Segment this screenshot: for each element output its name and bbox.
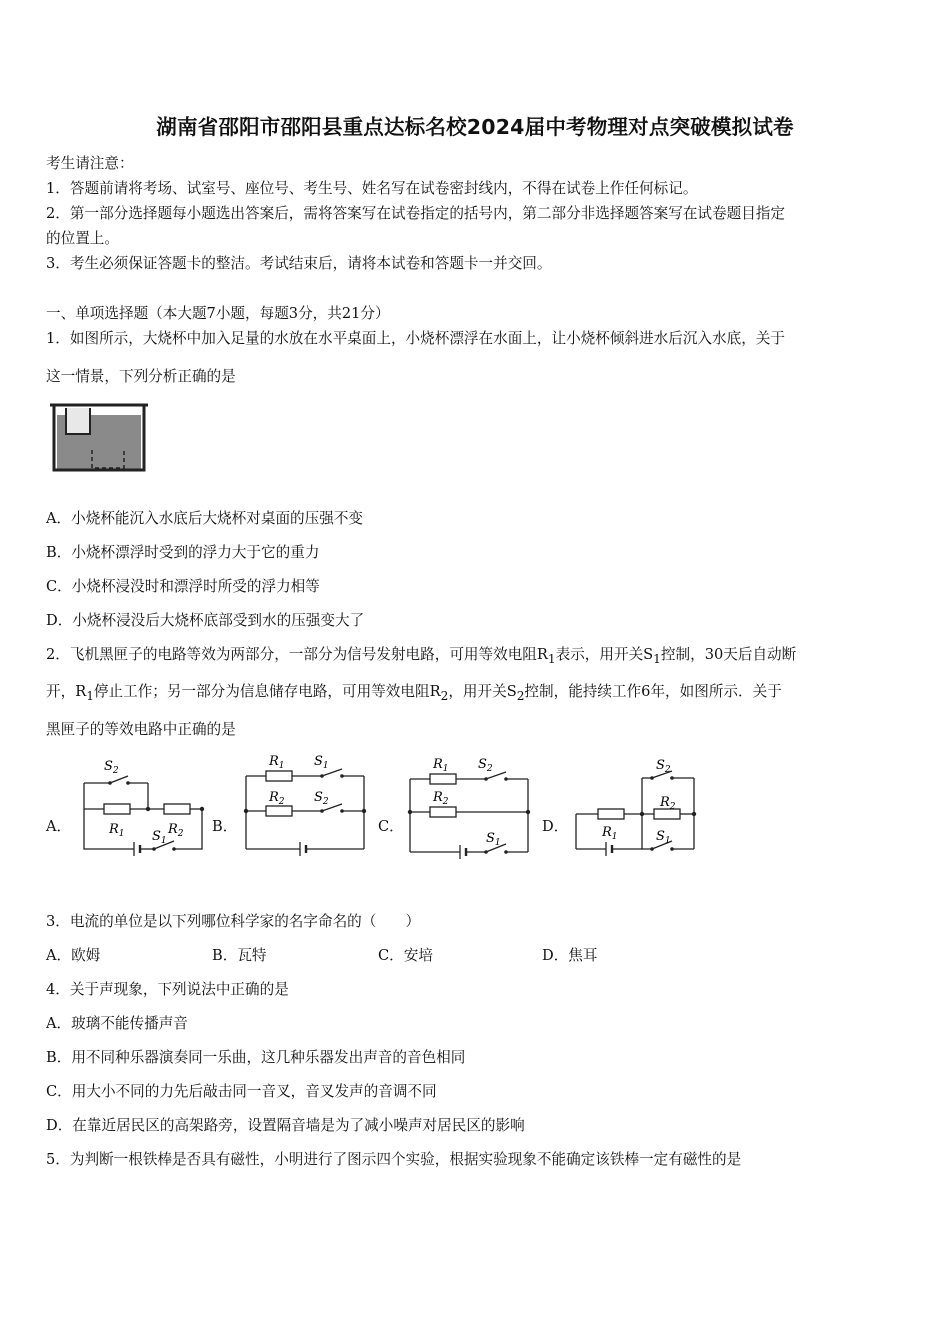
svg-text:R2: $R_2$ [660,795,676,812]
q3-option-b: B．瓦特 [212,947,267,964]
beaker-figure [48,402,152,474]
notice-item: 1．答题前请将考场、试室号、座位号、考生号、姓名写在试卷密封线内，不得在试卷上作任何标记。 [46,180,698,197]
svg-text:S1: $S_1$ [656,829,671,846]
q2-option-a-label: A． [46,818,72,835]
notice-heading: 考生请注意： [46,155,134,172]
q2-option-b-label: B． [212,818,238,835]
q2-stem: 开，$R_1$停止工作；另一部分为信息储存电路，可用等效电阻$R_2$，用开关$S_2$控制，能持续工作6年，如图所示．关于 [46,683,782,703]
q4-stem: 4．关于声现象，下列说法中正确的是 [46,981,289,998]
svg-text:R1: $R_1$ [269,754,285,771]
q3-option-c: C．安培 [378,947,433,964]
svg-text:S2: $S_2$ [314,790,329,807]
svg-text:R1: $R_1$ [109,822,125,839]
svg-text:R2: $R_2$ [269,790,285,807]
q4-option-a: A．玻璃不能传播声音 [46,1015,188,1032]
q1-option-c: C．小烧杯浸没时和漂浮时所受的浮力相等 [46,578,320,595]
q3-option-d: D．焦耳 [542,947,598,964]
q1-option-d: D．小烧杯浸没后大烧杯底部受到水的压强变大了 [46,612,365,629]
section-heading: 一、单项选择题（本大题7小题，每题3分，共21分） [46,305,390,322]
q3-option-a: A．欧姆 [46,947,101,964]
circuit-d [570,752,704,862]
svg-text:S1: $S_1$ [486,831,501,848]
svg-text:R2: $R_2$ [168,822,184,839]
q1-stem: 这一情景，下列分析正确的是 [46,368,236,385]
svg-text:R2: $R_2$ [433,790,449,807]
q2-option-d-label: D． [542,818,569,835]
q2-option-c-label: C． [378,818,404,835]
notice-item: 2．第一部分选择题每小题选出答案后，需将答案写在试卷指定的括号内，第二部分非选择题答案写在试卷题目指定 [46,205,785,222]
q4-option-c: C．用大小不同的力先后敲击同一音叉，音叉发声的音调不同 [46,1083,437,1100]
q2-stem: 黑匣子的等效电路中正确的是 [46,721,236,738]
svg-text:R1: $R_1$ [602,825,618,842]
svg-text:S2: $S_2$ [656,758,671,775]
svg-text:R1: $R_1$ [433,757,449,774]
q2-stem: 2．飞机黑匣子的电路等效为两部分，一部分为信号发射电路，可用等效电阻$R_1$表示，用开关$S_1$控制，30天后自动断 [46,646,797,666]
q3-stem: 3．电流的单位是以下列哪位科学家的名字命名的（ ） [46,913,421,930]
page-title: 湖南省邵阳市邵阳县重点达标名校2024届中考物理对点突破模拟试卷 [156,115,794,139]
svg-text:S1: $S_1$ [314,754,329,771]
q4-option-b: B．用不同种乐器演奏同一乐曲，这几种乐器发出声音的音色相同 [46,1049,466,1066]
notice-item: 的位置上。 [46,230,119,247]
q1-option-a: A．小烧杯能沉入水底后大烧杯对桌面的压强不变 [46,510,364,527]
circuit-a [78,752,208,862]
q5-stem: 5．为判断一根铁棒是否具有磁性，小明进行了图示四个实验，根据实验现象不能确定该铁棒一定有磁性的是 [46,1151,742,1168]
circuit-c [404,748,536,863]
notice-item: 3．考生必须保证答题卡的整洁。考试结束后，请将本试卷和答题卡一并交回。 [46,255,552,272]
svg-text:S2: $S_2$ [104,759,119,776]
circuit-b [240,745,370,860]
svg-text:S2: $S_2$ [478,757,493,774]
svg-text:S1: $S_1$ [152,829,167,846]
q4-option-d: D．在靠近居民区的高架路旁，设置隔音墙是为了减小噪声对居民区的影响 [46,1117,525,1134]
q1-stem: 1．如图所示，大烧杯中加入足量的水放在水平桌面上，小烧杯漂浮在水面上，让小烧杯倾斜进水后沉入水底，关于 [46,330,785,347]
small-beaker-floating [66,408,90,434]
q1-option-b: B．小烧杯漂浮时受到的浮力大于它的重力 [46,544,320,561]
